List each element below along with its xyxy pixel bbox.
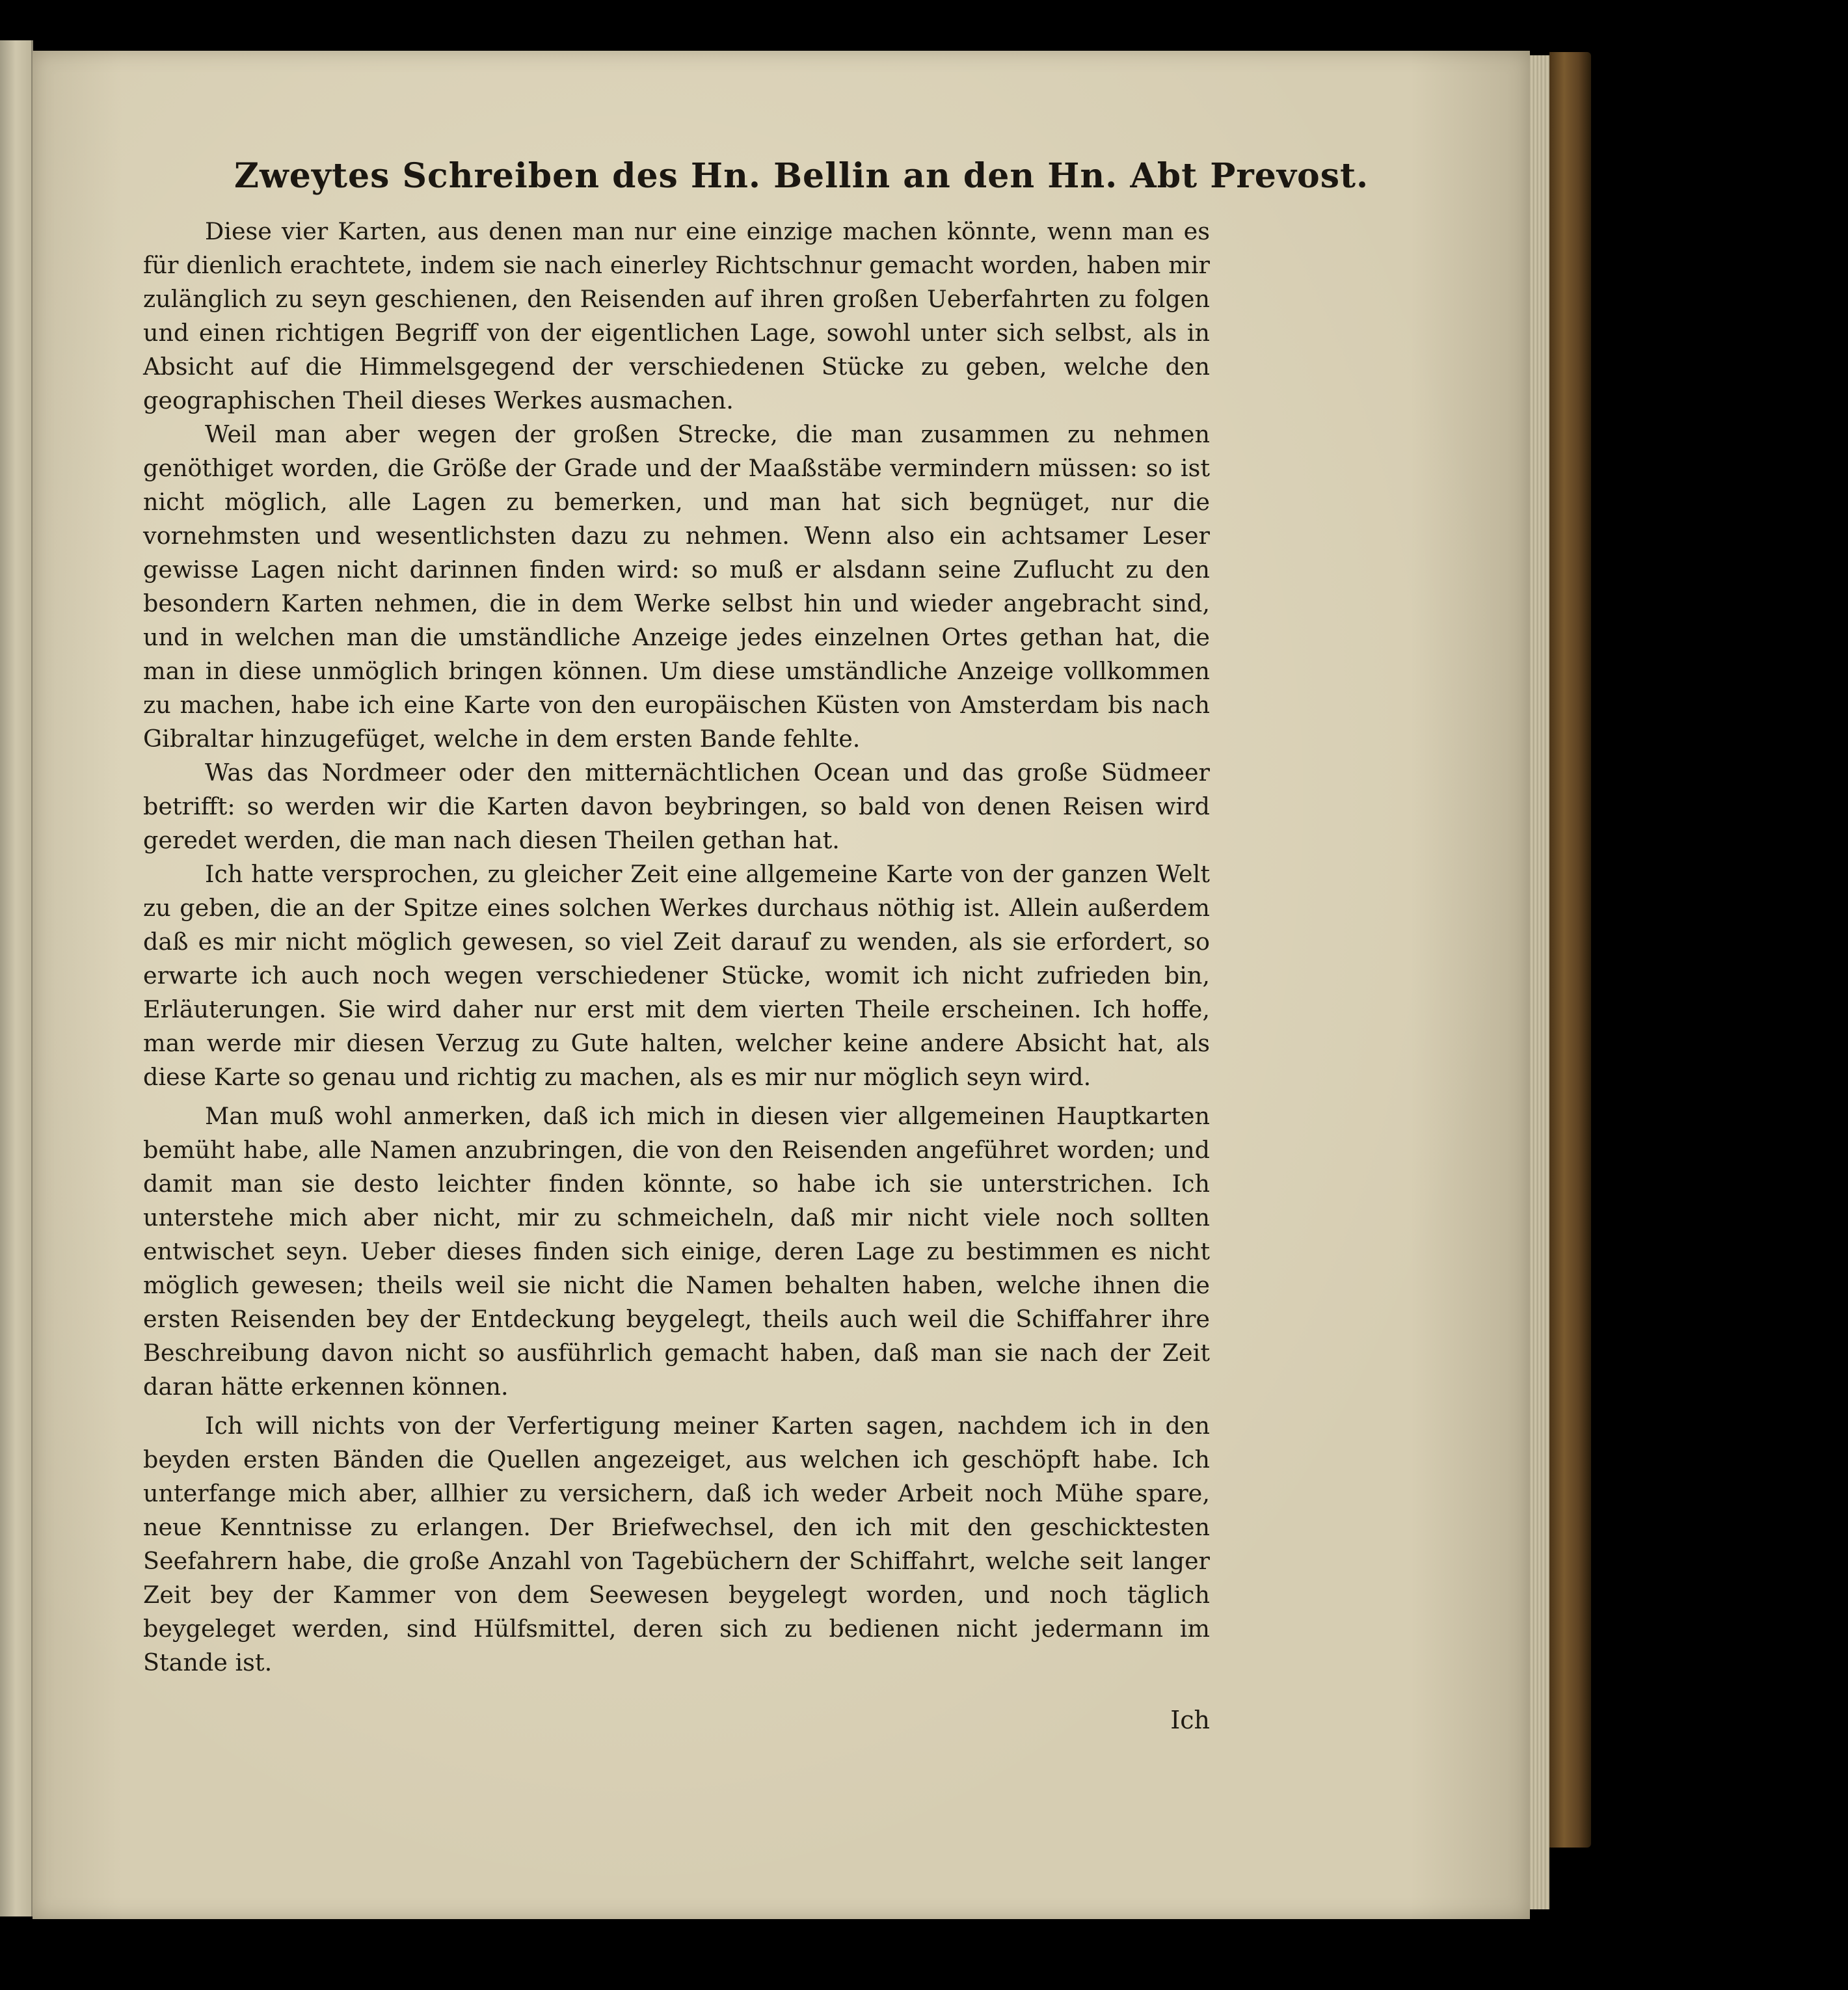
paragraph-5: Man muß wohl anmerken, daß ich mich in diesen vier allgemeinen Hauptkarten bemüht habe, alle Namen anzubringen, die von den Reisenden angeführet worden; und damit man sie desto leichter finden könnte, so habe ich sie unterstrichen. Ich unterstehe mich aber nicht, mir zu schmeicheln, daß mir nicht viele noch sollten entwischet seyn. Ueber dieses finden sich einige, deren Lage zu bestimmen es nicht möglich gewesen; theils weil sie nicht die Namen behalten haben, welche ihnen die ersten Reisenden bey der Entdeckung beygelegt, theils auch weil die Schiffahrer ihre Beschreibung davon nicht so ausführlich gemacht haben, daß man sie nach der Zeit daran hätte erkennen können.: [143, 1102, 1210, 1401]
paragraph-2: Weil man aber wegen der großen Strecke, die man zusammen zu nehmen genöthiget worden, die Größe der Grade und der Maaßstäbe vermindern müssen: so ist nicht möglich, alle Lagen zu bemerken, und man hat sich begnüget, nur die vornehmsten und wesentlichsten dazu zu nehmen. Wenn also ein achtsamer Leser gewisse Lagen nicht darinnen finden wird: so muß er alsdann seine Zuflucht zu den besondern Karten nehmen, die in dem Werke selbst hin und wieder angebracht sind, und in welchen man die umständliche Anzeige jedes einzelnen Ortes gethan hat, die man in diese unmöglich bringen können. Um diese umständliche Anzeige vollkommen zu machen, habe ich eine Karte von den europäischen Küsten von Amsterdam bis nach Gibraltar hinzugefüget, welche in dem ersten Bande fehlte.: [143, 420, 1210, 753]
body-text: [143, 215, 1210, 1680]
page-title: Zweytes Schreiben des Hn. Bellin an den Hn. Abt Prevost.: [234, 156, 1369, 196]
catchword: Ich: [1170, 1706, 1210, 1734]
book-binding: [1549, 52, 1591, 1848]
paragraph-6: Ich will nichts von der Verfertigung meiner Karten sagen, nachdem ich in den beyden ersten Bänden die Quellen angezeiget, aus welchen ich geschöpft habe. Ich unterfange mich aber, allhier zu versichern, daß ich weder Arbeit noch Mühe spare, neue Kenntnisse zu erlangen. Der Briefwechsel, den ich mit den geschicktesten Seefahrern habe, die große Anzahl von Tagebüchern der Schiffahrt, welche seit langer Zeit bey der Kammer von dem Seewesen beygelegt worden, und noch täglich beygeleget werden, sind Hülfsmittel, deren sich zu bedienen nicht jedermann im Stande ist.: [143, 1412, 1210, 1676]
page-stack-edge: [1530, 55, 1549, 1909]
paragraph-3: Was das Nordmeer oder den mitternächtlichen Ocean und das große Südmeer betrifft: so werden wir die Karten davon beybringen, so bald von denen Reisen wird geredet werden, die man nach diesen Theilen gethan hat.: [143, 759, 1210, 854]
left-page-edge: [0, 40, 33, 1916]
paragraph-1: Diese vier Karten, aus denen man nur eine einzige machen könnte, wenn man es für dienlich erachtete, indem sie nach einerley Richtschnur gemacht worden, haben mir zulänglich zu seyn geschienen, den Reisenden auf ihren großen Ueberfahrten zu folgen und einen richtigen Begriff von der eigentlichen Lage, sowohl unter sich selbst, als in Absicht auf die Himmelsgegend der verschiedenen Stücke zu geben, welche den geographischen Theil dieses Werkes ausmachen.: [143, 217, 1210, 414]
paragraph-4: Ich hatte versprochen, zu gleicher Zeit eine allgemeine Karte von der ganzen Welt zu geben, die an der Spitze eines solchen Werkes durchaus nöthig ist. Allein außerdem daß es mir nicht möglich gewesen, so viel Zeit darauf zu wenden, als sie erfordert, so erwarte ich auch noch wegen verschiedener Stücke, womit ich nicht zufrieden bin, Erläuterungen. Sie wird daher nur erst mit dem vierten Theile erscheinen. Ich hoffe, man werde mir diesen Verzug zu Gute halten, welcher keine andere Absicht hat, als diese Karte so genau und richtig zu machen, als es mir nur möglich seyn wird.: [143, 860, 1210, 1091]
